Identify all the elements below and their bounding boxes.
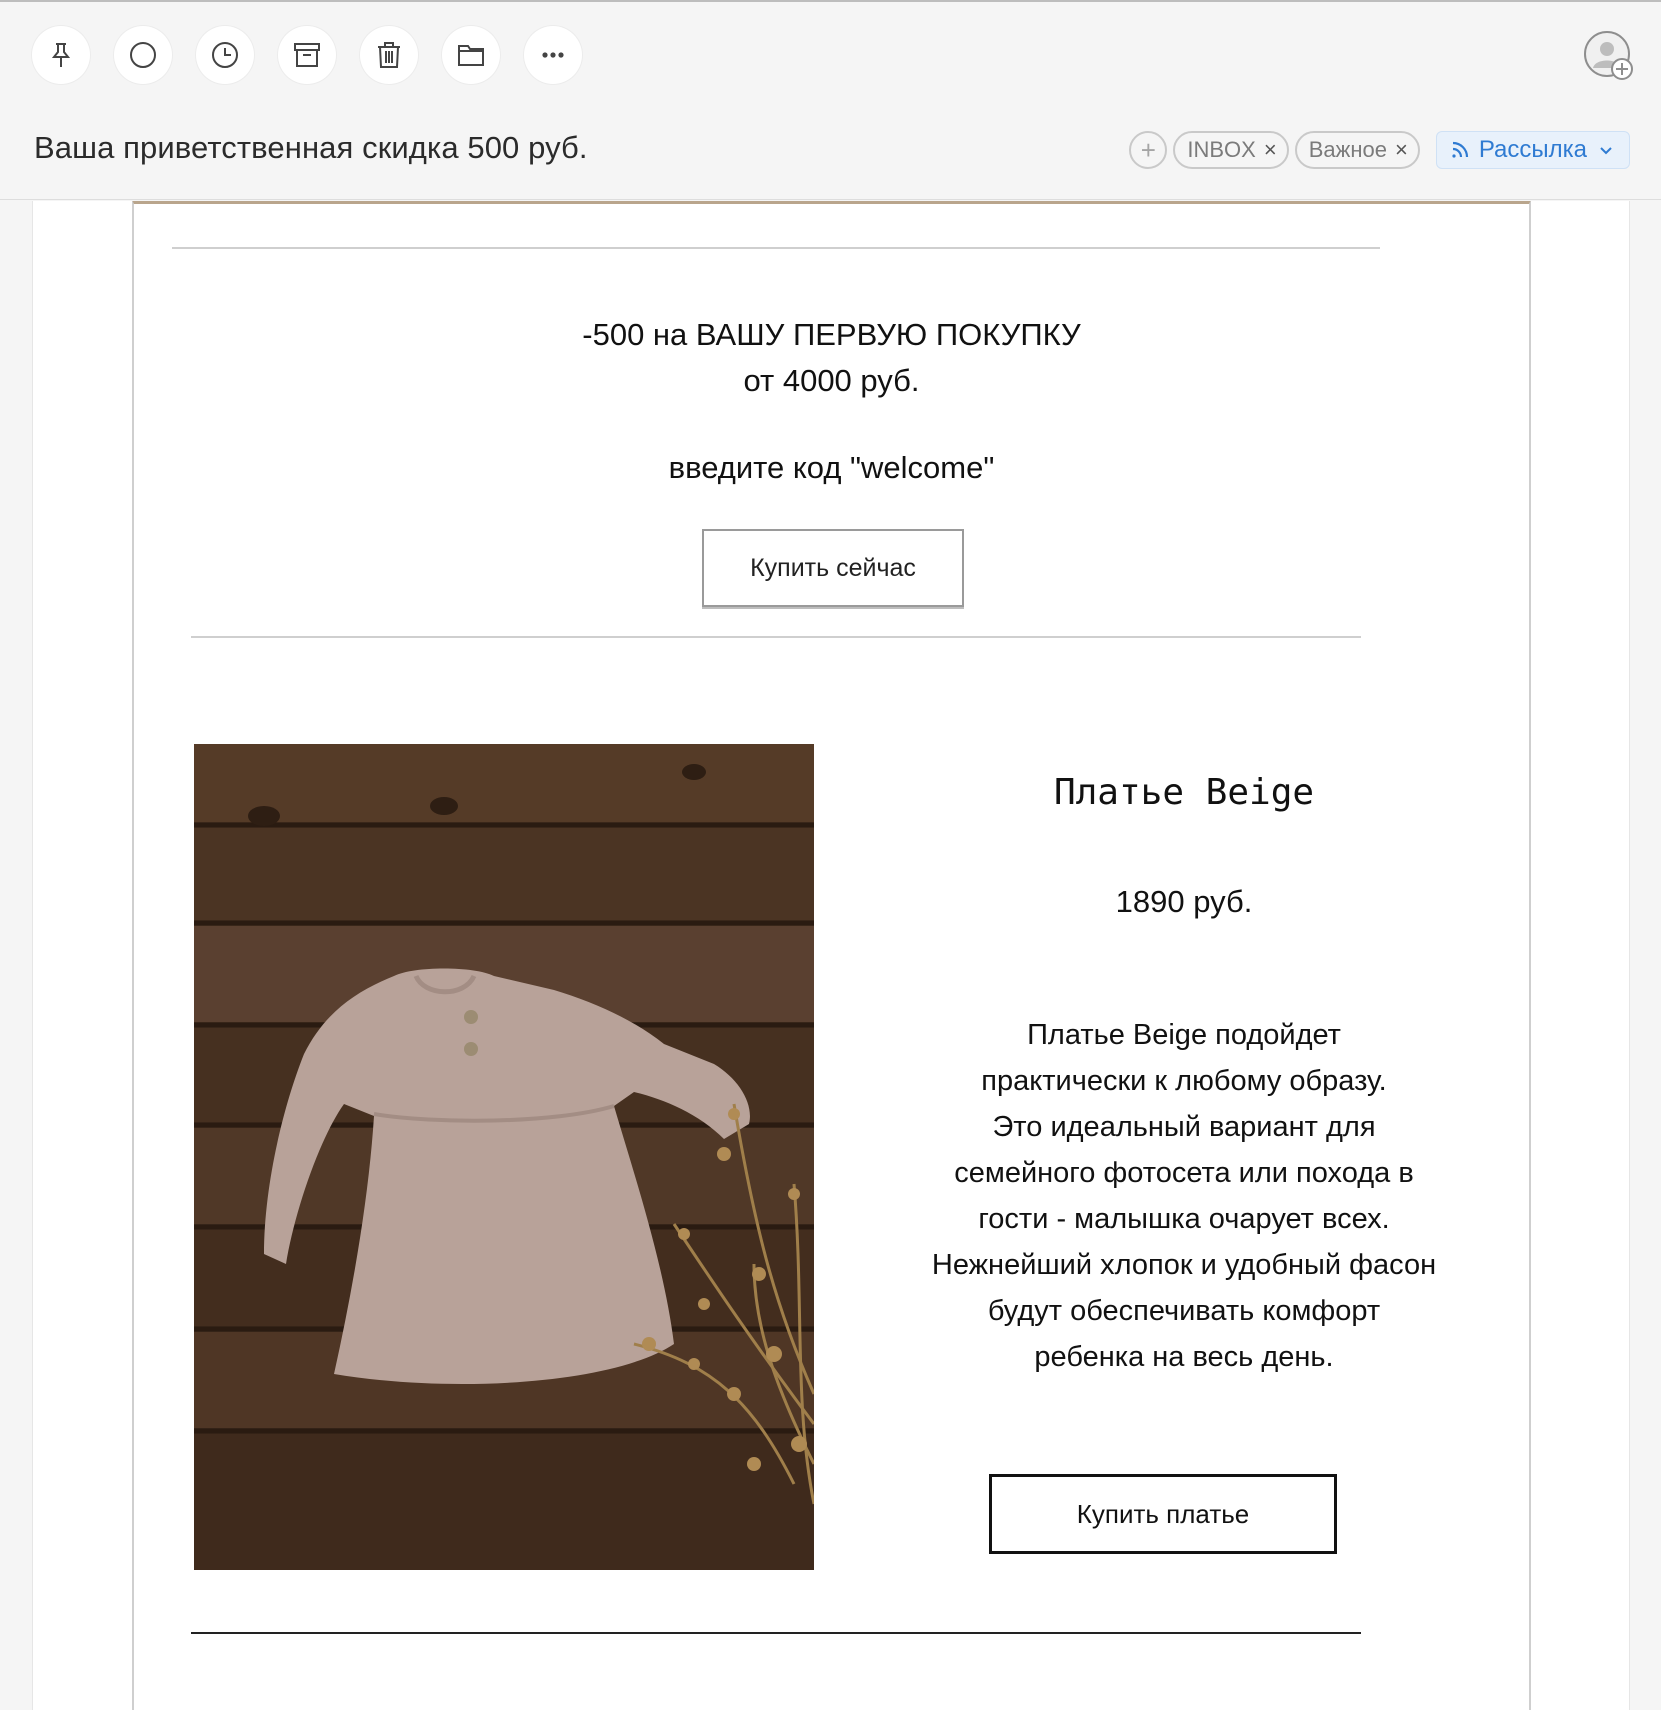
message-subject: Ваша приветственная скидка 500 руб.: [34, 130, 588, 165]
description-line: Платье Beige подойдет: [1027, 1019, 1341, 1051]
add-contact-button[interactable]: [1583, 30, 1635, 82]
promo-headline: -500 на ВАШУ ПЕРВУЮ ПОКУПКУ: [582, 317, 1081, 352]
tag-label: Важное: [1308, 137, 1387, 162]
tag-label: INBOX: [1187, 137, 1256, 162]
chevron-down-icon: [1595, 139, 1617, 161]
divider: [191, 636, 1361, 638]
trash-icon: [374, 40, 404, 70]
pin-icon: [46, 40, 76, 70]
email-body: [132, 201, 1531, 1710]
category-dropdown[interactable]: [1436, 131, 1630, 169]
rss-icon: [1449, 139, 1471, 161]
toolbar: [0, 4, 1661, 108]
message-header: [0, 108, 1661, 200]
tag-important[interactable]: [1295, 131, 1420, 169]
archive-icon: [292, 40, 322, 70]
tag-list: [1129, 130, 1630, 170]
tag-inbox[interactable]: [1173, 131, 1288, 169]
dress-photo: [194, 744, 814, 1570]
description-line: Нежнейший хлопок и удобный фасон: [931, 1249, 1437, 1281]
pin-button[interactable]: [32, 26, 90, 84]
add-tag-button[interactable]: +: [1129, 131, 1167, 169]
message-viewport[interactable]: [32, 201, 1630, 1710]
buy-now-button[interactable]: Купить сейчас: [702, 529, 964, 607]
description-line: ребенка на весь день.: [1034, 1341, 1334, 1373]
folder-icon: [456, 40, 486, 70]
description-line: гости - малышка очарует всех.: [978, 1203, 1390, 1235]
circle-icon: [128, 40, 158, 70]
divider: [191, 1632, 1361, 1634]
more-icon: [538, 40, 568, 70]
description-line: семейного фотосета или похода в: [954, 1157, 1414, 1189]
promo-code: введите код "welcome": [668, 450, 995, 485]
promo-threshold: от 4000 руб.: [743, 363, 920, 398]
buy-dress-button[interactable]: Купить платье: [989, 1474, 1337, 1554]
delete-button[interactable]: [360, 26, 418, 84]
description-line: будут обеспечивать комфорт: [987, 1295, 1381, 1327]
category-label: Рассылка: [1478, 136, 1587, 163]
clock-icon: [210, 40, 240, 70]
snooze-button[interactable]: [196, 26, 254, 84]
description-line: Это идеальный вариант для: [992, 1111, 1376, 1143]
archive-button[interactable]: [278, 26, 336, 84]
remove-tag-icon[interactable]: ×: [1394, 137, 1408, 162]
more-button[interactable]: [524, 26, 582, 84]
product-price: 1890 руб.: [1115, 884, 1253, 919]
add-contact-icon: [1583, 30, 1635, 82]
move-folder-button[interactable]: [442, 26, 500, 84]
mark-unread-button[interactable]: [114, 26, 172, 84]
description-line: практически к любому образу.: [981, 1065, 1387, 1097]
product-title: Платье Beige: [1053, 772, 1315, 813]
product-description: [884, 1012, 1484, 1380]
divider: [172, 247, 1380, 249]
product-image[interactable]: [194, 744, 814, 1570]
remove-tag-icon[interactable]: ×: [1263, 137, 1277, 162]
